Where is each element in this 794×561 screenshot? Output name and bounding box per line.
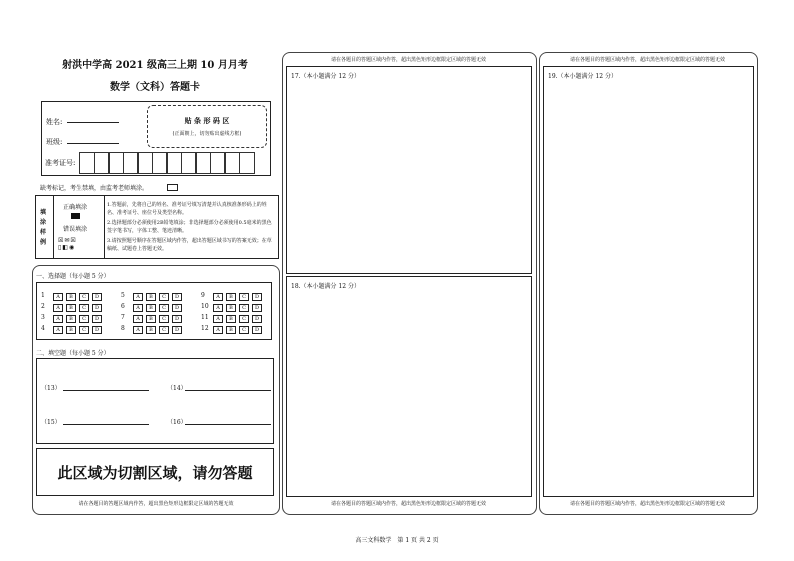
option-bubble[interactable]: A [53, 304, 63, 312]
option-bubble[interactable]: C [239, 315, 249, 323]
option-bubble[interactable]: B [226, 315, 236, 323]
q17-label: 17.（本小题满分 12 分） [291, 73, 360, 80]
page-footer: 高三文科数学 第 1 页 共 2 页 [355, 537, 439, 544]
name-label: 姓名: [46, 118, 63, 126]
question-number: 3 [41, 314, 45, 321]
barcode-note: (正面朝上，切勿贴出虚线方框) [172, 131, 242, 137]
question-number: 4 [41, 325, 45, 332]
fill-13-label: （13） [41, 385, 61, 392]
option-bubble[interactable]: A [213, 293, 223, 301]
fill-title: 二、填空题（每小题 5 分） [36, 350, 110, 357]
choice-title: 一、选择题（每小题 5 分） [36, 273, 110, 280]
fill-15-field[interactable] [63, 424, 149, 425]
answer-sheet-title: 数学（文科）答题卡 [110, 82, 200, 93]
option-bubble[interactable]: D [252, 293, 262, 301]
option-bubble[interactable]: B [146, 293, 156, 301]
middle-bottom-notice: 请在各题目的答题区域内作答，超出黑色矩形边框限定区域的答题无效 [330, 501, 486, 507]
option-bubble[interactable]: B [66, 315, 76, 323]
instructions [107, 201, 275, 255]
option-bubble[interactable]: B [226, 293, 236, 301]
left-bottom-notice: 请在各题目的答题区域内作答，超出黑色矩形边框限定区域的答题无效 [78, 501, 234, 507]
absent-note: 缺考标记，考生禁填，由监考老师填涂。 [40, 185, 149, 192]
q19-box[interactable] [543, 66, 754, 497]
option-bubble[interactable]: C [79, 326, 89, 334]
fill-13-field[interactable] [63, 390, 149, 391]
option-bubble[interactable]: D [252, 326, 262, 334]
q18-label: 18.（本小题满分 12 分） [291, 283, 360, 290]
absent-mark-box[interactable] [167, 184, 178, 191]
option-bubble[interactable]: A [133, 293, 143, 301]
cut-area [36, 448, 274, 496]
option-bubble[interactable]: B [66, 326, 76, 334]
option-bubble[interactable]: C [239, 326, 249, 334]
option-bubble[interactable]: C [159, 315, 169, 323]
exam-title: 射洪中学高 2021 级高三上期 10 月月考 [62, 60, 248, 71]
option-bubble[interactable]: D [92, 304, 102, 312]
wrong-fill-samples: ☒✉☒ ▯◧◉ [58, 237, 77, 251]
option-bubble[interactable]: A [133, 326, 143, 334]
option-bubble[interactable]: A [213, 315, 223, 323]
option-bubble[interactable]: B [226, 326, 236, 334]
correct-fill-label: 正确填涂 [63, 204, 88, 211]
option-bubble[interactable]: A [53, 326, 63, 334]
option-bubble[interactable]: C [239, 304, 249, 312]
exam-id-grid[interactable] [79, 152, 269, 173]
fill-14-label: （14） [167, 385, 187, 392]
correct-fill-sample [71, 213, 80, 219]
option-bubble[interactable]: D [252, 304, 262, 312]
option-bubble[interactable]: A [213, 304, 223, 312]
option-bubble[interactable]: A [53, 293, 63, 301]
option-bubble[interactable]: C [79, 315, 89, 323]
question-number: 10 [201, 303, 209, 310]
class-label: 班级: [46, 138, 63, 146]
question-number: 2 [41, 303, 45, 310]
option-bubble[interactable]: D [252, 315, 262, 323]
fill-15-label: （15） [41, 419, 61, 426]
wrong-fill-label: 错误填涂 [63, 226, 88, 233]
class-field[interactable] [67, 143, 119, 144]
option-bubble[interactable]: C [159, 293, 169, 301]
right-top-notice: 请在各题目的答题区域内作答，超出黑色矩形边框限定区域的答题无效 [569, 57, 725, 63]
id-label: 准考证号: [45, 159, 76, 167]
option-bubble[interactable]: A [213, 326, 223, 334]
barcode-area [147, 105, 267, 148]
question-number: 12 [201, 325, 209, 332]
cut-notice: 此区域为切割区域，请勿答题 [57, 464, 253, 482]
barcode-title: 贴 条 形 码 区 [184, 117, 230, 125]
middle-top-notice: 请在各题目的答题区域内作答，超出黑色矩形边框限定区域的答题无效 [330, 57, 486, 63]
option-bubble[interactable]: C [159, 326, 169, 334]
instruction-item: 1.答题前，先将自己的姓名、准考证号填写清楚并认真核准条形码上的姓名、准考证号、座位号及类型名称。 [107, 202, 267, 216]
option-bubble[interactable]: C [79, 304, 89, 312]
name-field[interactable] [67, 122, 119, 123]
question-number: 6 [121, 303, 125, 310]
option-bubble[interactable]: D [92, 293, 102, 301]
question-number: 1 [41, 292, 45, 299]
option-bubble[interactable]: D [92, 326, 102, 334]
q17-box[interactable] [286, 66, 532, 274]
question-number: 11 [201, 314, 209, 321]
fill-16-label: （16） [167, 419, 187, 426]
option-bubble[interactable]: A [133, 304, 143, 312]
sample-label: 填涂样例 [40, 209, 47, 246]
option-bubble[interactable]: D [172, 326, 182, 334]
option-bubble[interactable]: B [146, 315, 156, 323]
fill-16-field[interactable] [185, 424, 271, 425]
question-number: 7 [121, 314, 125, 321]
instruction-item: 3.请按照题号顺序在答题区域内作答，超出答题区域书写的答案无效；在草稿纸、试题卷上答题无效。 [107, 238, 272, 252]
student-info-box [41, 101, 271, 176]
option-bubble[interactable]: B [146, 304, 156, 312]
option-bubble[interactable]: B [66, 304, 76, 312]
choice-grid [36, 282, 272, 340]
option-bubble[interactable]: C [79, 293, 89, 301]
option-bubble[interactable]: C [159, 304, 169, 312]
right-bottom-notice: 请在各题目的答题区域内作答，超出黑色矩形边框限定区域的答题无效 [569, 501, 725, 507]
fill-box [36, 358, 274, 444]
q18-box[interactable] [286, 276, 532, 497]
option-bubble[interactable]: A [53, 315, 63, 323]
sample-box [35, 195, 279, 259]
option-bubble[interactable]: B [146, 326, 156, 334]
option-bubble[interactable]: D [172, 304, 182, 312]
instruction-item: 2.选择题部分必须使用2B铅笔填涂；非选择题部分必须使用0.5毫米的黑色签字笔书写，字体工整、笔迹清晰。 [107, 220, 272, 234]
option-bubble[interactable]: D [172, 315, 182, 323]
option-bubble[interactable]: C [239, 293, 249, 301]
option-bubble[interactable]: B [226, 304, 236, 312]
option-bubble[interactable]: B [66, 293, 76, 301]
fill-14-field[interactable] [185, 390, 271, 391]
option-bubble[interactable]: D [172, 293, 182, 301]
question-number: 9 [201, 292, 205, 299]
q19-label: 19.（本小题满分 12 分） [548, 73, 617, 80]
option-bubble[interactable]: D [92, 315, 102, 323]
option-bubble[interactable]: A [133, 315, 143, 323]
question-number: 5 [121, 292, 125, 299]
exam-id-cell[interactable] [239, 152, 255, 174]
question-number: 8 [121, 325, 125, 332]
